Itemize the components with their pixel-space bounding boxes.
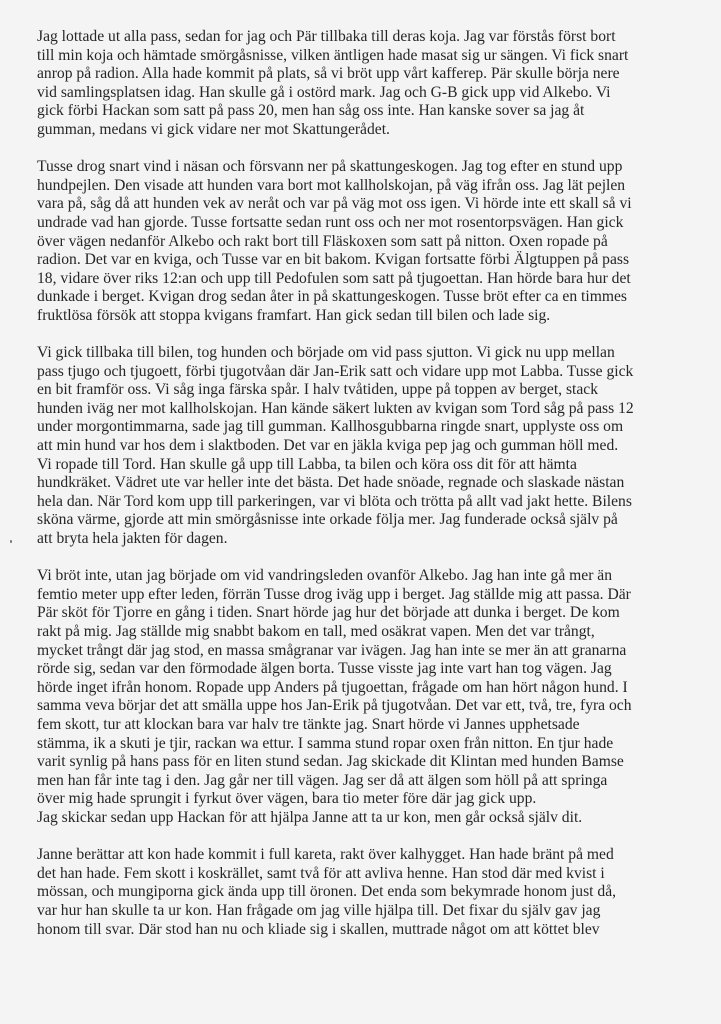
text-line: Jag lottade ut alla pass, sedan for jag och Pär tillbaka till deras koja. Jag var förstås först bort [37,28,616,45]
text-line: gick förbi Hackan som satt på pass 20, men han såg oss inte. Han kanske sover sa jag åt [37,102,585,120]
text-line: över vägen nedanför Alkebo och rakt bort till Fläskoxen som satt på nitton. Oxen ropade på [37,232,608,250]
text-line: det han hade. Fem skott i koskrället, samt två för att avliva henne. Han stod där med kvist i [37,864,605,882]
document-body [37,28,717,958]
text-line: rakt på mig. Jag ställde mig snabbt bakom en tall, med osäkrat vapen. Men det var trångt, [37,623,595,640]
text-line: Jag skickar sedan upp Hackan för att hjälpa Janne att ta ur kon, men går också själv dit. [37,808,583,826]
text-line: vid samlingsplatsen idag. Han skulle gå i ostörd mark. Jag och G-B gick upp vid Alkebo. Vi [37,83,611,101]
text-line: 18, vidare över riks 12:an och upp till Pedofulen som satt på tjugoettan. Han hörde bara hur det [37,269,631,287]
text-line: femtio meter upp efter leden, förrän Tusse drog iväg upp i berget. Jag ställde mig att passa. Där [37,585,631,603]
text-line: mycket trångt där jag stod, en massa smågranar var ivägen. Jag han inte se mer än att granarna [37,641,627,659]
text-line: fruktlösa försök att stoppa kvigans framfart. Han gick sedan till bilen och lade sig. [37,306,551,324]
text-line: Janne berättar att kon hade kommit i full kareta, rakt över kalhygget. Han hade bränt på med [37,846,614,864]
text-line: vara på, såg då att hunden vek av neråt och var på väg mot oss igen. Vi hörde inte ett skall så vi [37,195,632,213]
text-line: pass tjugo och tjugoett, förbi tjugotvåan där Jan-Erik satt och vidare upp mot Labba. Tusse gick [37,362,634,380]
text-line: Vi bröt inte, utan jag började om vid vandringsleden ovanför Alkebo. Jag han inte gå mer än [37,567,613,585]
paragraph [37,344,717,549]
text-line: gumman, medans vi gick vidare ner mot Skattungerådet. [37,120,390,138]
paragraph [37,846,717,939]
text-line: att min hund var hos dem i slaktboden. Det var en jäkla kviga pep jag och gumman höll med. [37,437,619,455]
text-line: Vi gick tillbaka till bilen, tog hunden och började om vid pass sjutton. Vi gick nu upp mellan [37,344,615,362]
paragraph [37,567,717,827]
text-line: radion. Det var en kviga, och Tusse var en bit bakom. Kvigan fortsatte förbi Älgtuppen på pass [37,251,630,269]
text-line: honom till svar. Där stod han nu och kliade sig i skallen, muttrade något om att köttet blev [37,920,600,938]
text-line: under morgontimmarna, sade jag till gumman. Kallhosgubbarna ringde snart, upplyste oss om [37,418,624,436]
text-line: hunden iväg ner mot kallholskojan. Han kände säkert lukten av kvigan som Tord såg på pass 12 [37,399,634,417]
text-line: Vi ropade till Tord. Han skulle gå upp till Labba, ta bilen och köra oss dit för att hämta [37,455,577,473]
text-line: en bit framför oss. Vi såg inga färska spår. I halv tvåtiden, uppe på toppen av berget, stack [37,381,599,399]
text-line: rörde sig, sedan var den förmodade älgen borta. Tusse visste jag inte vart han tog vägen. Jag [37,660,612,678]
text-line: samma veva börjar det att smälla uppe hos Jan-Erik på tjugotvåan. Det var ett, två, tre, fyra och [37,697,632,715]
paragraph [37,28,717,140]
text-line: varit synlig på hans pass för en liten stund sedan. Jag skickade dit Klintan med hunden Bamse [37,753,624,771]
text-line: Pär sköt för Tjorre en gång i tiden. Snart hörde jag hur det började att dunka i berget. De kom [37,604,620,622]
text-line: hela dan. När Tord kom upp till parkeringen, var vi blöta och trötta på allt vad jakt hette. Bilens [37,492,632,510]
text-line: fem skott, tur att klockan bara var halv tre tänkte jag. Snart hörde vi Jannes upphetsade [37,715,580,733]
text-line: anrop på radion. Alla hade kommit på plats, så vi bröt upp vårt kafferep. Pär skulle börja nere [37,65,620,83]
text-line: hörde inget ifrån honom. Ropade upp Anders på tjugoettan, frågade om han hört någon hund. I [37,678,628,696]
text-line: stämma, ik a skuti je tjir, rackan wa ettur. I samma stund ropar oxen från nitton. En tjur hade [37,734,614,752]
text-line: sköna värme, gjorde att min smörgåsnisse inte orkade följa mer. Jag funderade också själv på [37,511,618,529]
text-line: mössan, och mungiporna gick ända upp till öronen. Det enda som bekymrade honom just då, [37,883,617,901]
text-line: Tusse drog snart vind i näsan och försvann ner på skattungeskogen. Jag tog efter en stund upp [37,158,623,176]
paragraph [37,158,717,325]
scan-speck [10,540,12,543]
text-line: var hur han skulle ta ur kon. Han frågade om jag ville hjälpa till. Det fixar du själv gav jag [37,901,601,919]
text-line: undrade vad han gjorde. Tusse fortsatte sedan runt oss och ner mot rosentorpsvägen. Han gick [37,213,624,231]
text-line: till min koja och hämtade smörgåsnisse, vilken äntligen hade masat sig ur sängen. Vi fick snart [37,46,629,64]
text-line: dunkade i berget. Kvigan drog sedan åter in på skattungeskogen. Tusse bröt efter ca en timmes [37,288,627,306]
text-line: att bryta hela jakten för dagen. [37,530,228,548]
text-line: hundpejlen. Den visade att hunden vara bort mot kallholskojan, på väg ifrån oss. Jag lät pejlen [37,176,626,194]
text-line: hundkräket. Vädret ute var heller inte det bästa. Det hade snöade, regnade och slaskade nästan [37,474,625,492]
text-line: men han får inte tag i den. Jag går ner till vägen. Jag ser då att älgen som höll på att springa [37,771,608,789]
text-line: över mig hade sprungit i fyrkut över vägen, bara tio meter före där jag gick upp. [37,790,537,808]
